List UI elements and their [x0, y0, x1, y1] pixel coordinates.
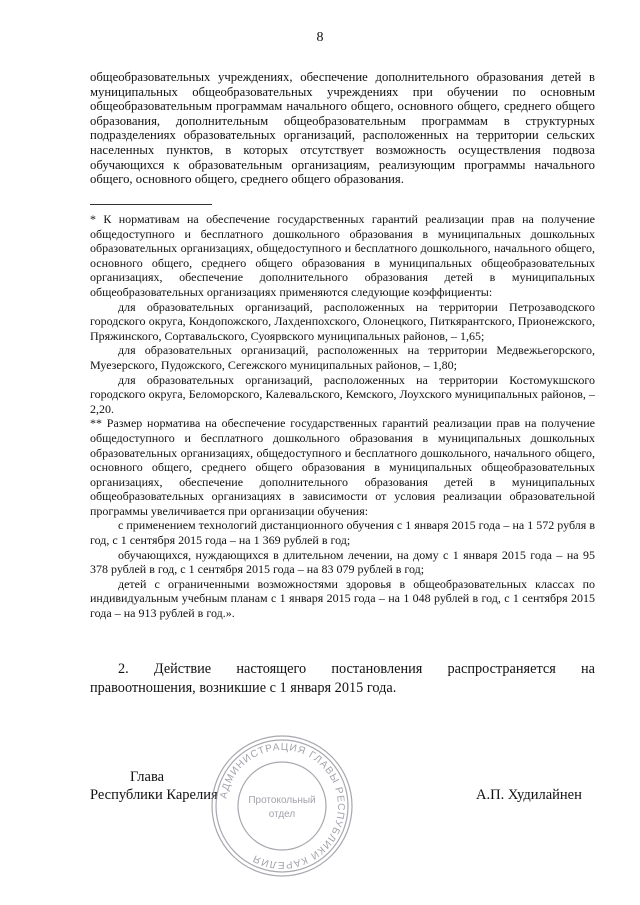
- footnote-1-item-3: для образовательных организаций, расположенных на территории Костомукшского городского округа, Беломорского, Калевальского, Кемского, Лоухского муниципальных районов, – 2,20.: [90, 372, 595, 416]
- footnote-1-item-2: для образовательных организаций, расположенных на территории Медвежьегорского, Муезерского, Пудожского, Сегежского муниципальных районов, – 1,80;: [90, 343, 595, 372]
- main-paragraph: общеобразовательных учреждениях, обеспечение дополнительного образования детей в муниципальных общеобразовательных учреждениях при обучении по основным общеобразовательным программам начального общего, основного общего, среднего общего образования, дополнительным общеобразовательным программам в структурных подразделениях образовательных организаций, расположенных на территории сельских населенных пунктов, в которых отсутствует возможность осуществления подвоза обучающихся к образовательным организациям, реализующим программы начального общего, основного общего, среднего общего образования.: [90, 70, 595, 187]
- stamp-outer-text: АДМИНИСТРАЦИЯ ГЛАВЫ РЕСПУБЛИКИ КАРЕЛИЯ: [218, 741, 347, 871]
- clause-2: 2. Действие настоящего постановления распространяется на правоотношения, возникшие с 1 января 2015 года.: [90, 661, 595, 696]
- footnote-2-item-1: с применением технологий дистанционного обучения с 1 января 2015 года – на 1 572 рубля в год, с 1 сентября 2015 года – на 1 369 рублей в год;: [90, 518, 595, 548]
- stamp-seal: [207, 731, 357, 881]
- footnotes: [90, 212, 595, 621]
- footnote-1: * К нормативам на обеспечение государственных гарантий реализации прав на получение общедоступного и бесплатного дошкольного образования в муниципальных дошкольных образовательных организациях, общедоступного и бесплатного дошкольного, начального общего, основного общего, среднего общего образования в муниципальных общеобразовательных организациях, обеспечение дополнительного образования детей в муниципальных общеобразовательных организациях применяются следующие коэффициенты:: [90, 212, 595, 299]
- footnote-2: ** Размер норматива на обеспечение государственных гарантий реализации прав на получение общедоступного и бесплатного дошкольного образования в муниципальных дошкольных образовательных организациях, общедоступного и бесплатного дошкольного, начального общего, основного общего, среднего общего образования в муниципальных общеобразовательных организациях, обеспечение дополнительного образования детей в муниципальных общеобразовательных организациях в зависимости от условия реализации образовательной программы увеличивается при организации обучения:: [90, 416, 595, 518]
- footnote-1-item-1: для образовательных организаций, расположенных на территории Петрозаводского городского округа, Кондопожского, Лахденпохского, Олонецкого, Питкярантского, Прионежского, Пряжинского, Сортавальского, Суоярвского муниципальных районов, – 1,65;: [90, 299, 595, 343]
- footnote-2-item-3: детей с ограниченными возможностями здоровья в общеобразовательных классах по индивидуальным учебным планам с 1 января 2015 года – на 1 048 рублей в год, с 1 сентября 2015 года – на 913 рублей в год.».: [90, 576, 595, 621]
- signature-name: А.П. Худилайнен: [476, 787, 582, 803]
- footnote-2-item-2: обучающихся, нуждающихся в длительном лечении, на дому с 1 января 2015 года – на 95 378 рублей в год, с 1 сентября 2015 года – на 83 079 рублей в год;: [90, 547, 595, 577]
- stamp-inner-line-2: отдел: [268, 809, 296, 820]
- signature-title: Глава: [130, 769, 165, 785]
- stamp-inner-line-1: Протокольный: [248, 795, 316, 806]
- page-number: 8: [316, 30, 324, 45]
- signature-org: Республики Карелия: [90, 787, 218, 803]
- footnote-separator: [90, 204, 212, 205]
